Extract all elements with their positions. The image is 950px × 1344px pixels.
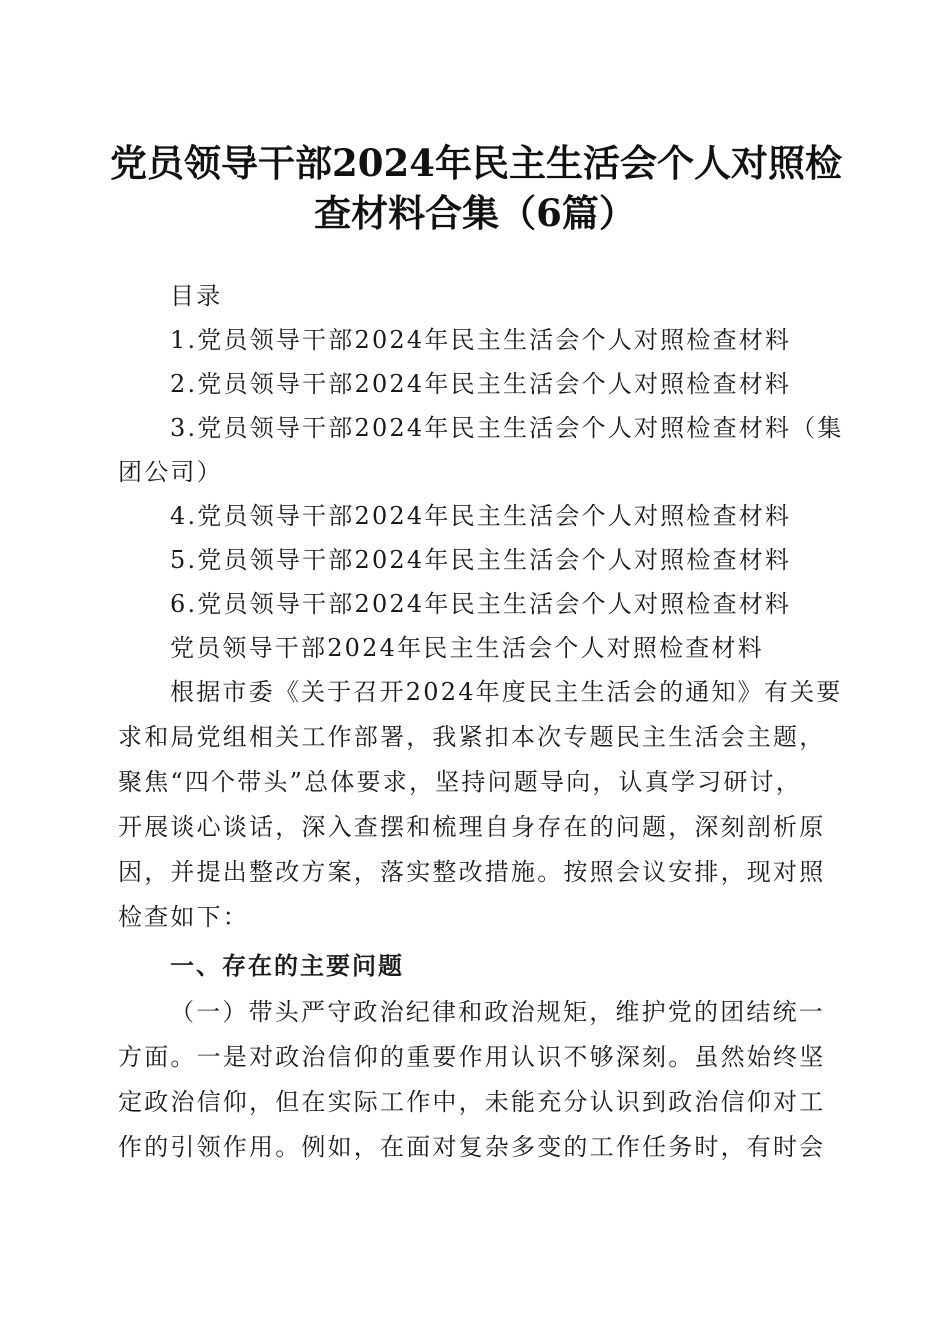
toc-item: 6.党员领导干部2024年民主生活会个人对照检查材料 <box>170 590 792 618</box>
paragraph-line: 方面。一是对政治信仰的重要作用认识不够深刻。虽然始终坚 <box>118 1043 826 1071</box>
paragraph-line: 根据市委《关于召开2024年度民主生活会的通知》有关要 <box>170 678 843 706</box>
toc-item: 3.党员领导干部2024年民主生活会个人对照检查材料（集 <box>170 414 844 442</box>
paragraph-line: 求和局党组相关工作部署，我紧扣本次专题民主生活会主题， <box>118 723 826 751</box>
paragraph-line: 开展谈心谈话，深入查摆和梳理自身存在的问题，深刻剖析原 <box>118 813 826 841</box>
paragraph-line: 作的引领作用。例如，在面对复杂多变的工作任务时，有时会 <box>118 1133 826 1161</box>
toc-item: 2.党员领导干部2024年民主生活会个人对照检查材料 <box>170 370 792 398</box>
section-paragraph <box>118 990 830 1170</box>
toc-item-wrapped <box>118 406 844 494</box>
toc-item: 5.党员领导干部2024年民主生活会个人对照检查材料 <box>170 546 792 574</box>
document-title <box>110 138 840 238</box>
section-subtitle: 党员领导干部2024年民主生活会个人对照检查材料 <box>170 634 764 662</box>
paragraph-line: 检查如下： <box>118 903 249 931</box>
paragraph-line: 因，并提出整改方案，落实整改措施。按照会议安排，现对照 <box>118 858 826 886</box>
document-body <box>118 274 844 1170</box>
section-heading: 一、存在的主要问题 <box>170 952 404 980</box>
toc-item: 1.党员领导干部2024年民主生活会个人对照检查材料 <box>170 326 792 354</box>
paragraph-line: （一）带头严守政治纪律和政治规矩，维护党的团结统一 <box>170 998 825 1026</box>
toc-item-continuation: 团公司） <box>118 458 223 486</box>
toc-item: 4.党员领导干部2024年民主生活会个人对照检查材料 <box>170 502 792 530</box>
paragraph-line: 定政治信仰，但在实际工作中，未能充分认识到政治信仰对工 <box>118 1088 826 1116</box>
title-line-1: 党员领导干部2024年民主生活会个人对照检 <box>110 141 842 185</box>
paragraph-line: 聚焦“四个带头”总体要求，坚持问题导向，认真学习研讨， <box>118 768 802 796</box>
title-line-2: 查材料合集（6篇） <box>314 191 636 235</box>
intro-paragraph <box>118 670 843 940</box>
toc-heading: 目录 <box>170 282 223 310</box>
